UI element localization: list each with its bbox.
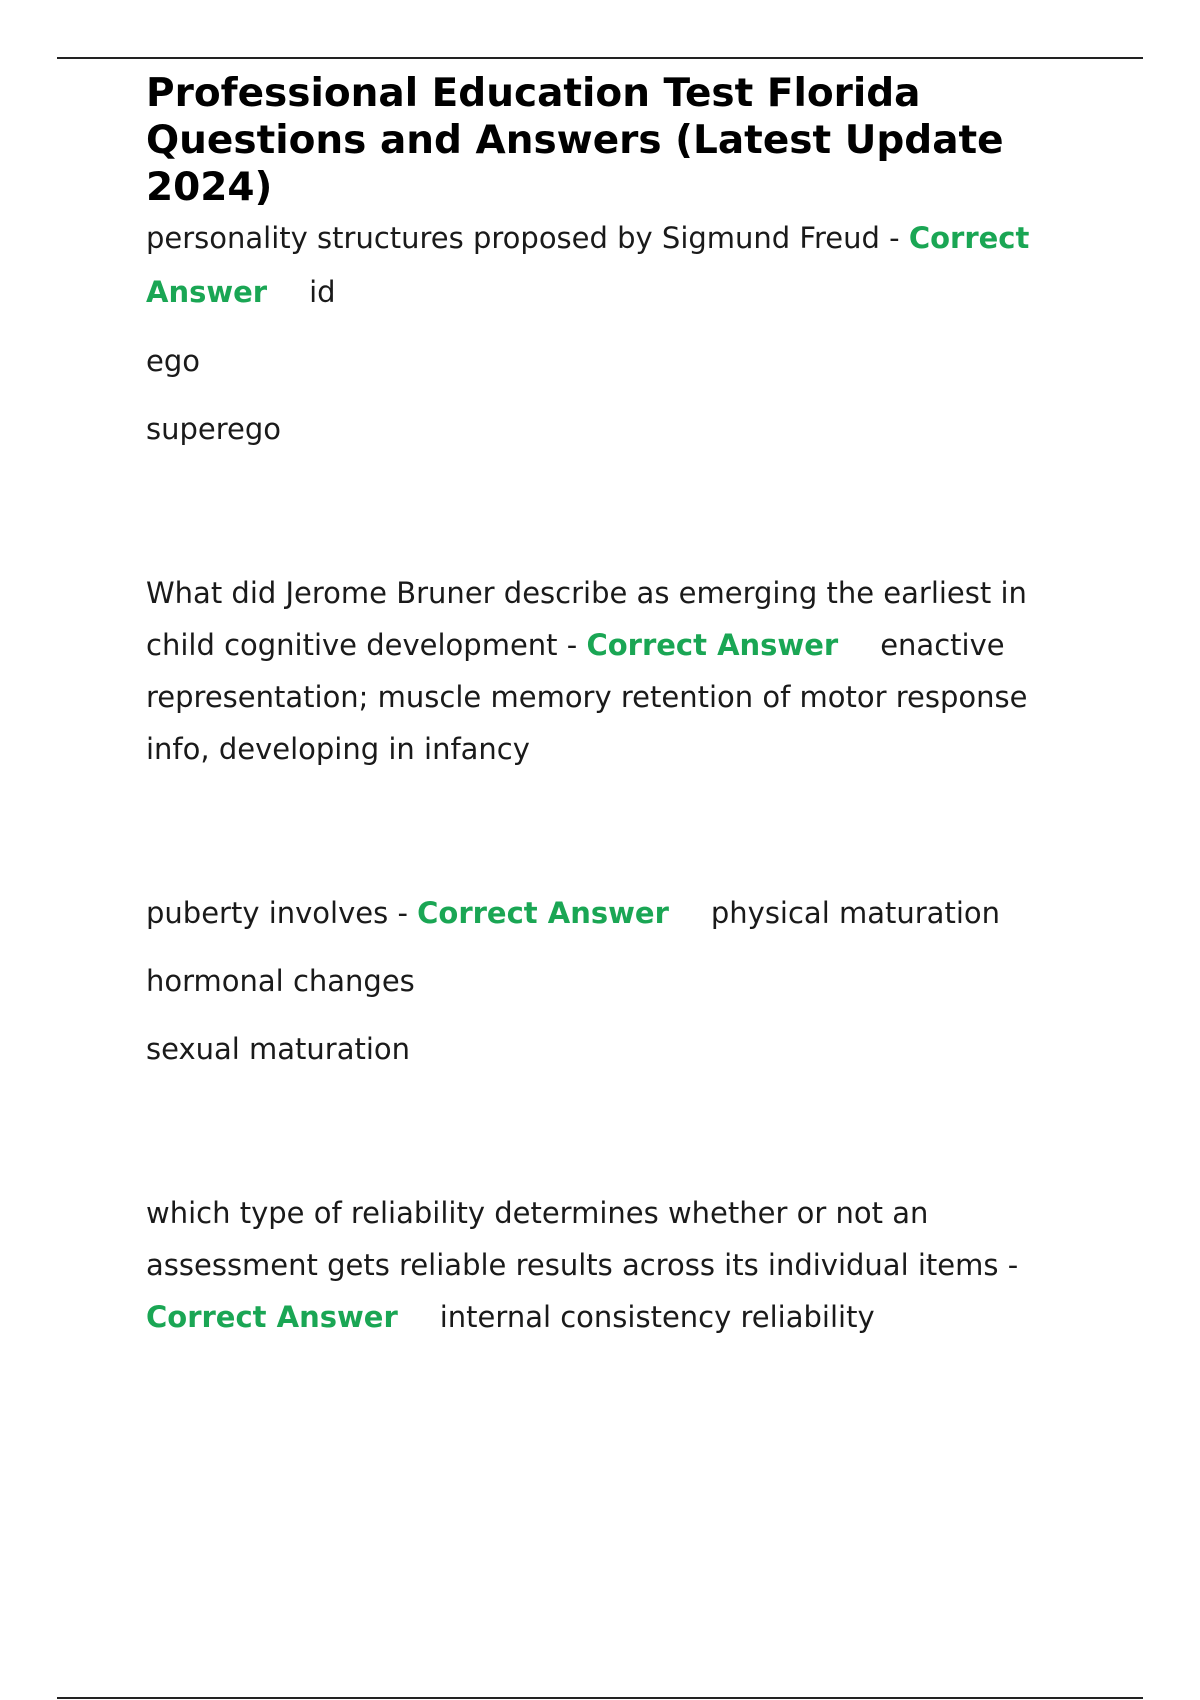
answer-label: Answer: [146, 275, 268, 309]
answer-extra-line: hormonal changes: [146, 964, 415, 998]
qa-item-4: [146, 1187, 1086, 1343]
question-text: What did Jerome Bruner describe as emerging the earliest in child cognitive development -: [146, 576, 1027, 662]
answer-text: id: [309, 275, 336, 309]
document-title: Professional Education Test Florida Questions and Answers (Latest Update 2024): [146, 71, 1004, 210]
top-rule: [57, 57, 1143, 59]
answer-extra-line: ego: [146, 344, 200, 378]
qa-item-2: [146, 567, 1086, 775]
answer-label: Correct Answer: [417, 896, 669, 930]
answer-label: Correct Answer: [586, 628, 839, 662]
answer-text: enactive representation; muscle memory retention of motor response info, developing in infancy: [146, 628, 1028, 766]
question-text: personality structures proposed by Sigmund Freud -: [146, 221, 900, 255]
answer-text: internal consistency reliability: [439, 1300, 875, 1334]
answer-label: Correct Answer: [146, 1300, 398, 1334]
qa-item-1: [146, 211, 1086, 455]
answer-text: physical maturation: [710, 896, 1000, 930]
qa-item-3: [146, 887, 1086, 1075]
answer-extra-line: superego: [146, 412, 282, 446]
question-text: puberty involves -: [146, 896, 408, 930]
document-body: [146, 70, 1086, 1343]
bottom-rule: [57, 1697, 1143, 1699]
question-text: which type of reliability determines whether or not an assessment gets reliable results across its individual items -: [146, 1196, 1019, 1282]
answer-extra-line: sexual maturation: [146, 1032, 411, 1066]
answer-label: Correct: [908, 221, 1030, 255]
